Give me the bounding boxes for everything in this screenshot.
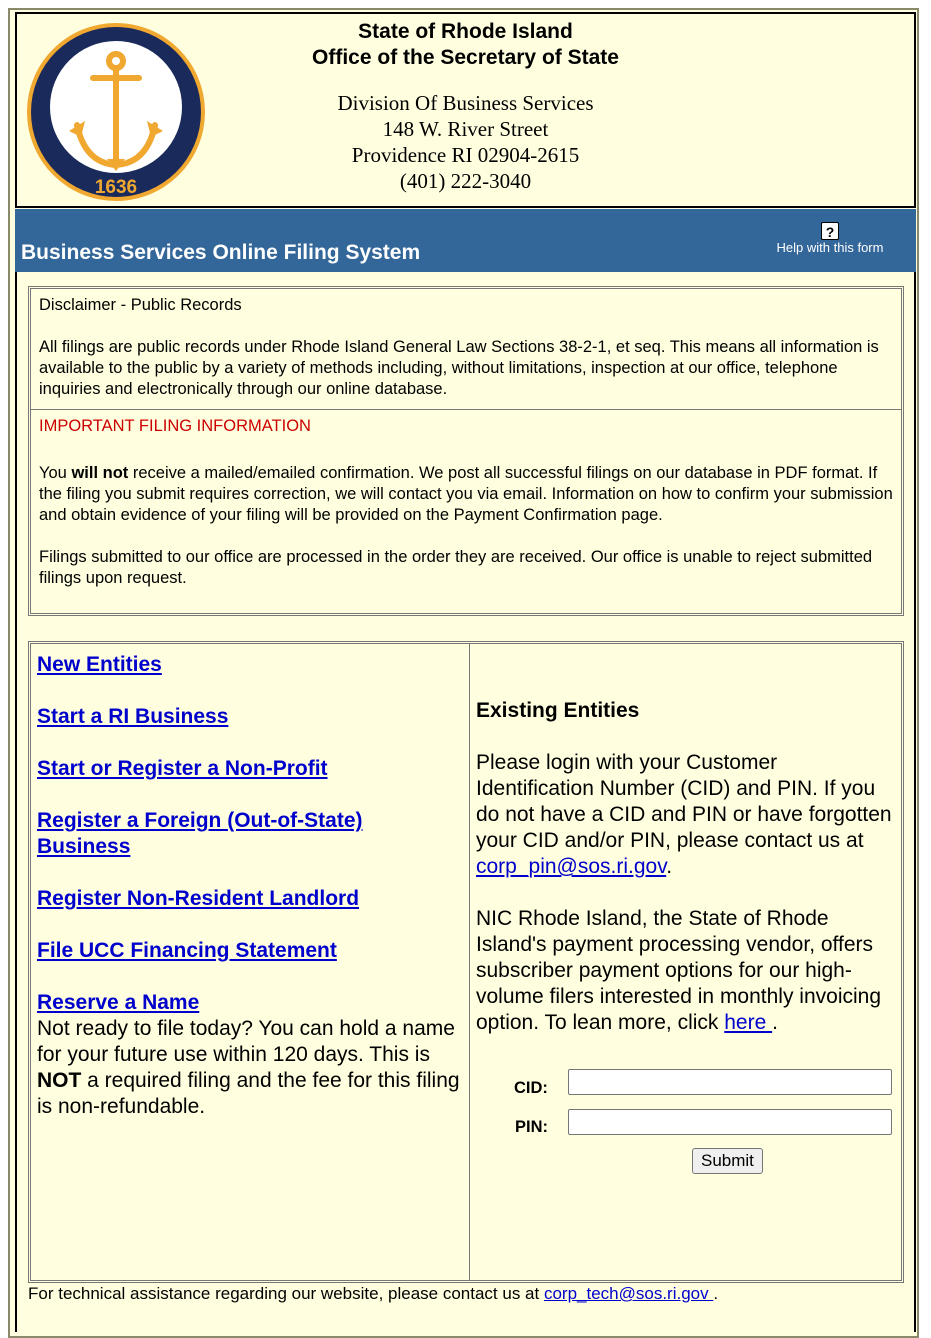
- start-ri-business-link[interactable]: Start a RI Business: [37, 705, 229, 728]
- important-title: IMPORTANT FILING INFORMATION: [39, 417, 311, 435]
- division-name: Division Of Business Services: [337, 91, 594, 115]
- street-address: 148 W. River Street: [382, 117, 549, 141]
- disclaimer-body: All filings are public records under Rhode Island General Law Sections 38-2-1, et seq. This means all information is available to the public by a variety of methods including, without limitations, inspection at our office, telephone inquiries and electronically through our online database.: [39, 338, 879, 398]
- reserve-name-description: Not ready to file today? You can hold a name for your future use within 120 days. This is NOT a required filing and the fee for this filing is non-refundable.: [37, 1017, 460, 1118]
- nic-paragraph: NIC Rhode Island, the State of Rhode Island's payment processing vendor, offers subscriber payment options for our high-volume filers interested in monthly invoicing option. To lean more, click here .: [476, 907, 882, 1034]
- here-link[interactable]: here: [724, 1011, 773, 1034]
- header: [15, 12, 916, 208]
- city-address: Providence RI 02904-2615: [351, 143, 580, 167]
- pin-email-link[interactable]: corp_pin@sos.ri.gov: [476, 855, 667, 878]
- help-link[interactable]: [765, 222, 895, 255]
- login-instructions: Please login with your Customer Identification Number (CID) and PIN. If you do not have a CID and PIN or have forgotten your CID and/or PIN, please contact us at corp_pin@sos.ri.gov.: [476, 751, 892, 878]
- disclaimer-title: Disclaimer - Public Records: [39, 296, 242, 314]
- important-paragraph-2: Filings submitted to our office are processed in the order they are received. Our office is unable to reject submitted filings upon request.: [39, 548, 873, 587]
- tech-email-link[interactable]: corp_tech@sos.ri.gov: [543, 1284, 714, 1303]
- non-profit-link[interactable]: Start or Register a Non-Profit: [37, 757, 328, 780]
- help-label[interactable]: Help with this form: [776, 240, 884, 255]
- phone-number: (401) 222-3040: [399, 169, 532, 193]
- office-title: Office of the Secretary of State: [312, 46, 619, 69]
- seal-year: 1636: [94, 177, 138, 198]
- existing-entities-column: [470, 644, 901, 1280]
- reserve-name-link[interactable]: Reserve a Name: [37, 991, 200, 1014]
- pin-label: PIN:: [515, 1118, 548, 1136]
- submit-button[interactable]: Submit: [692, 1148, 763, 1174]
- state-title: State of Rhode Island: [358, 20, 573, 43]
- existing-entities-title: Existing Entities: [476, 699, 640, 722]
- help-icon[interactable]: ?: [821, 222, 839, 240]
- important-section: [31, 410, 901, 595]
- disclaimer-box: [28, 286, 904, 616]
- footer: For technical assistance regarding our website, please contact us at corp_tech@sos.ri.gov .: [28, 1284, 719, 1303]
- public-records-section: [31, 289, 901, 410]
- title-bar: [15, 209, 916, 272]
- system-title: Business Services Online Filing System: [21, 241, 421, 264]
- new-entities-link[interactable]: New Entities: [37, 653, 162, 676]
- non-resident-landlord-link[interactable]: Register Non-Resident Landlord: [37, 887, 360, 910]
- main-table: [28, 641, 904, 1283]
- cid-label: CID:: [514, 1079, 548, 1097]
- pin-input[interactable]: [568, 1109, 892, 1135]
- ucc-financing-link[interactable]: File UCC Financing Statement: [37, 939, 337, 962]
- new-entities-column: [31, 644, 470, 1280]
- important-paragraph-1: You will not receive a mailed/emailed confirmation. We post all successful filings on our database in PDF format. If the filing you submit requires correction, we will contact you via email. Information on how to confirm your submission and obtain evidence of your filing will be provided on the Payment Confirmation page.: [39, 464, 893, 524]
- foreign-business-link[interactable]: Register a Foreign (Out-of-State) Business: [37, 809, 363, 858]
- cid-input[interactable]: [568, 1069, 892, 1095]
- footer-text: For technical assistance regarding our website, please contact us at: [28, 1284, 544, 1303]
